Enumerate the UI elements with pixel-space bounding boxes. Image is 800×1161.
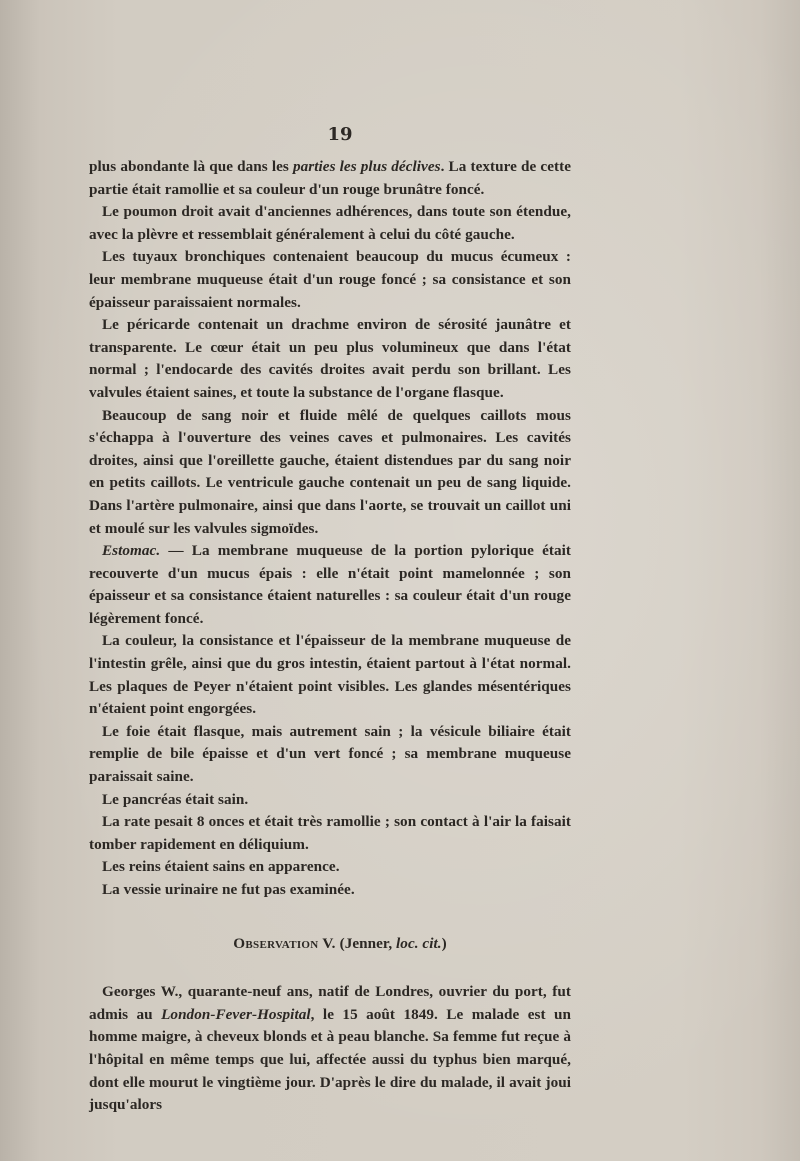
observation-heading: Observation V. (Jenner, loc. cit.) <box>233 934 447 952</box>
source-citation: loc. cit. <box>396 934 442 952</box>
paragraph-4: Le péricarde contenait un drachme environ de sérosité jaunâtre et transparente. Le cœur était un peu plus volumineux que dans l'état normal ; l'endocarde des cavités droites avait perdu son brillant. Les valvules étaient saines, et toute la substance de l'organe flasque. <box>89 316 571 401</box>
paragraph-3: Les tuyaux bronchiques contenaient beaucoup du mucus écumeux : leur membrane muqueuse était d'un rouge foncé ; sa consistance et son épaisseur paraissaient normales. <box>89 248 571 311</box>
hospital-name: London-Fever-Hospital <box>161 1005 311 1023</box>
paragraph-1: plus abondante là que dans les parties les plus déclives. La texture de cette partie était ramollie et sa couleur d'un rouge brunâtre foncé. <box>89 158 572 198</box>
paragraph-12: La vessie urinaire ne fut pas examinée. <box>102 881 355 898</box>
page-number: 19 <box>327 124 353 145</box>
section-label: Estomac. <box>102 542 161 560</box>
body-text <box>89 156 571 1117</box>
paragraph-11: Les reins étaient sains en apparence. <box>102 858 340 876</box>
paragraph-9: Le pancréas était sain. <box>102 790 249 808</box>
paragraph-2: Le poumon droit avait d'anciennes adhérences, dans toute son étendue, avec la plèvre et ressemblait généralement à celui du côté gauche. <box>89 203 571 243</box>
paragraph-10: La rate pesait 8 onces et était très ramollie ; son contact à l'air la faisait tomber rapidement en déliquium. <box>89 813 571 853</box>
paragraph-8: Le foie était flasque, mais autrement sain ; la vésicule biliaire était remplie de bile épaisse et d'un vert foncé ; sa membrane muqueuse paraissait saine. <box>89 722 571 786</box>
paragraph-6: Estomac. — La membrane muqueuse de la portion pylorique était recouverte d'un mucus épais : elle n'était point mamelonnée ; son épaisseur et sa consistance étaient naturelles : sa couleur était d'un rouge légèrement foncé. <box>89 542 571 627</box>
italic-term: parties les plus déclives <box>293 158 441 175</box>
observation-label: Observation V. <box>233 934 336 952</box>
paragraph-5: Beaucoup de sang noir et fluide mêlé de quelques caillots mous s'échappa à l'ouverture des veines caves et pulmonaires. Les cavités droites, ainsi que l'oreillette gauche, étaient distendues par du sang noir en petits caillots. Le ventricule gauche contenait un peu de sang liquide. Dans l'artère pulmonaire, ainsi que dans l'aorte, se trouvait un caillot uni et moulé sur les valvules sigmoïdes. <box>89 406 571 537</box>
observation-paragraph: Georges W., quarante-neuf ans, natif de Londres, ouvrier du port, fut admis au London-Fever-Hospital, le 15 août 1849. Le malade est un homme maigre, à cheveux blonds et à peau blanche. Sa femme fut reçue à l'hôpital en même temps que lui, affectée aussi du typhus bien marqué, dont elle mourut le vingtième jour. D'après le dire du malade, il avait joui jusqu'alors <box>89 983 572 1114</box>
paragraph-7: La couleur, la consistance et l'épaisseur de la membrane muqueuse de l'intestin grêle, ainsi que du gros intestin, étaient partout à l'état normal. Les plaques de Peyer n'étaient point visibles. Les glandes mésentériques n'étaient point engorgées. <box>89 632 571 718</box>
